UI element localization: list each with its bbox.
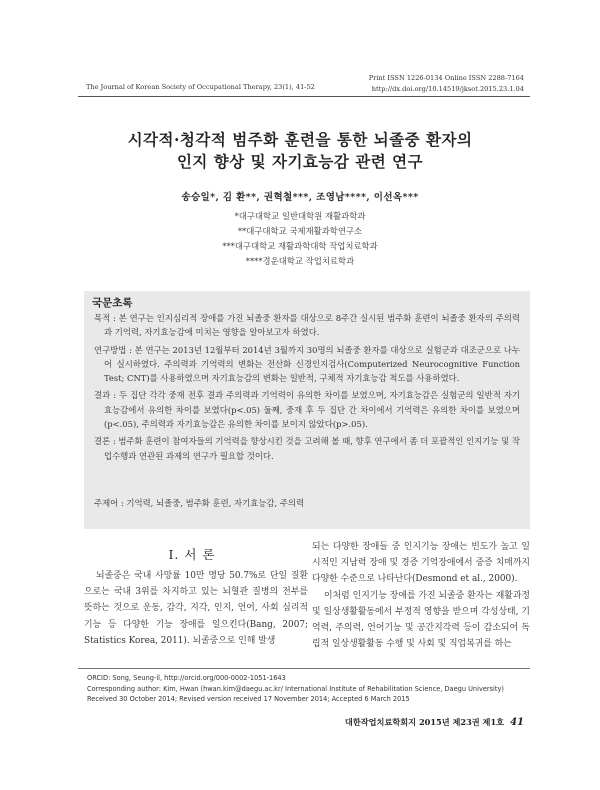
body-paragraph: 되는 다양한 장애들 중 인지기능 장애는 빈도가 높고 일시적인 지남력 장애 및 경증 기억장애에서 중증 치매까지 다양한 수준으로 나타난다(Desmond et al., 2000). [312, 542, 530, 585]
abstract-results: 결과 : 두 집단 각각 중재 전후 결과 주의력과 기억력이 유의한 차이를 보였으며, 자기효능감은 실험군의 일반적 자기효능감에서 유의한 차이를 보였다(p<.05) 둘째, 중재 후 두 집단 간 차이에서 기억력은 유의한 차이를 보였으며(p<.05), 주의력과 자기효능감은 유의한 차이를 보이지 않았다(p>.05). [94, 390, 520, 430]
issn-line: Print ISSN 1226-0134 Online ISSN 2288-7164 [368, 74, 524, 82]
abstract-keywords: 주제어 : 기억력, 뇌졸중, 범주화 훈련, 자기효능감, 주의력 [94, 498, 305, 508]
affiliation-item: **대구대학교 국제재활과학연구소 [237, 226, 363, 236]
body-column-left [84, 568, 308, 649]
abstract-methods: 연구방법 : 본 연구는 2013년 12월부터 2014년 3월까지 30명의 뇌졸중 환자를 대상으로 실험군과 대조군으로 나누어 실시하였다. 주의력과 기억력의 변화는 전산화 신경인지검사(Computerized Neurocognitive Function Test; CNT)를 사용하였으며 자기효능감의 변화는 일반적, 구체적 자기효능감 척도를 사용하였다. [94, 344, 520, 384]
abstract-heading: 국문초록 [92, 297, 133, 309]
author-list: 송승일*, 김 환**, 권혁철***, 조영남****, 이선옥*** [181, 192, 419, 203]
footnotes [87, 673, 504, 705]
header-rule [78, 96, 530, 97]
affiliation-item: ****경운대학교 작업치료학과 [245, 256, 355, 266]
abstract-purpose: 목적 : 본 연구는 인지심리적 장애를 가진 뇌졸중 환자를 대상으로 8주간 실시된 범주화 훈련이 뇌졸중 환자의 주의력과 기억력, 자기효능감에 미치는 영향을 알아보고자 하였다. [94, 313, 520, 338]
section-title-introduction: Ⅰ. 서 론 [168, 547, 216, 562]
page-number: 41 [510, 717, 524, 728]
footer-journal-issue: 대한작업치료학회지 2015년 제23권 제1호 [344, 717, 505, 727]
issn-doi-block [369, 73, 524, 94]
abstract-body [94, 311, 520, 466]
body-paragraph: 뇌졸중은 국내 사망률 10만 명당 50.7%로 단일 질환으로는 국내 3위를 차지하고 있는 뇌혈관 질병의 전부를 뜻하는 것으로 운동, 감각, 지각, 인지, 언어, 사회 심리적 기능 등 다양한 기능 장애를 일으킨다(Bang, 2007; Statistics Korea, 2011). 뇌졸중으로 인해 발생 [84, 571, 308, 646]
body-paragraph: 이처럼 인지기능 장애를 가진 뇌졸중 환자는 재활과정 및 일상생활활동에서 부정적 영향을 받으며 각성상태, 기억력, 주의력, 언어기능 및 공간지각력 등이 감소되어 독립적 일상생활활동 수행 및 사회 및 직업복귀를 하는 [312, 590, 530, 650]
page-footer [345, 717, 524, 728]
journal-header: The Journal of Korean Society of Occupational Therapy, 23(1), 41-52 [86, 83, 315, 91]
corresponding-author-note: Corresponding author: Kim, Hwan (hwan.kim@daegu.ac.kr/ International Institute of Rehabilitation Science, Daegu University) [87, 684, 504, 693]
affiliation-list [0, 209, 600, 269]
received-dates-note: Received 30 October 2014; Revised version received 17 November 2014; Accepted 6 March 2015 [87, 695, 410, 704]
body-column-right [312, 539, 530, 652]
affiliation-item: *대구대학교 일반대학원 재활과학과 [234, 211, 366, 221]
abstract-conclusion: 결론 : 범주화 훈련이 참여자들의 기억력을 향상시킨 것을 고려해 볼 때, 향후 연구에서 좀 더 포괄적인 인지기능 및 작업수행과 연관된 과제의 연구가 필요할 것이다. [94, 436, 520, 461]
orcid-note: ORCID: Song, Seung-il, http://orcid.org/000-0002-1051-1643 [87, 674, 286, 682]
doi-line: http://dx.doi.org/10.14519/jksot.2015.23.1.04 [371, 84, 524, 93]
paper-title-line-2: 인지 향상 및 자기효능감 관련 연구 [176, 152, 424, 171]
paper-title-line-1: 시각적·청각적 범주화 훈련을 통한 뇌졸중 환자의 [127, 130, 473, 149]
footnote-rule [78, 668, 530, 669]
affiliation-item: ***대구대학교 재활과학대학 작업치료학과 [222, 241, 378, 251]
